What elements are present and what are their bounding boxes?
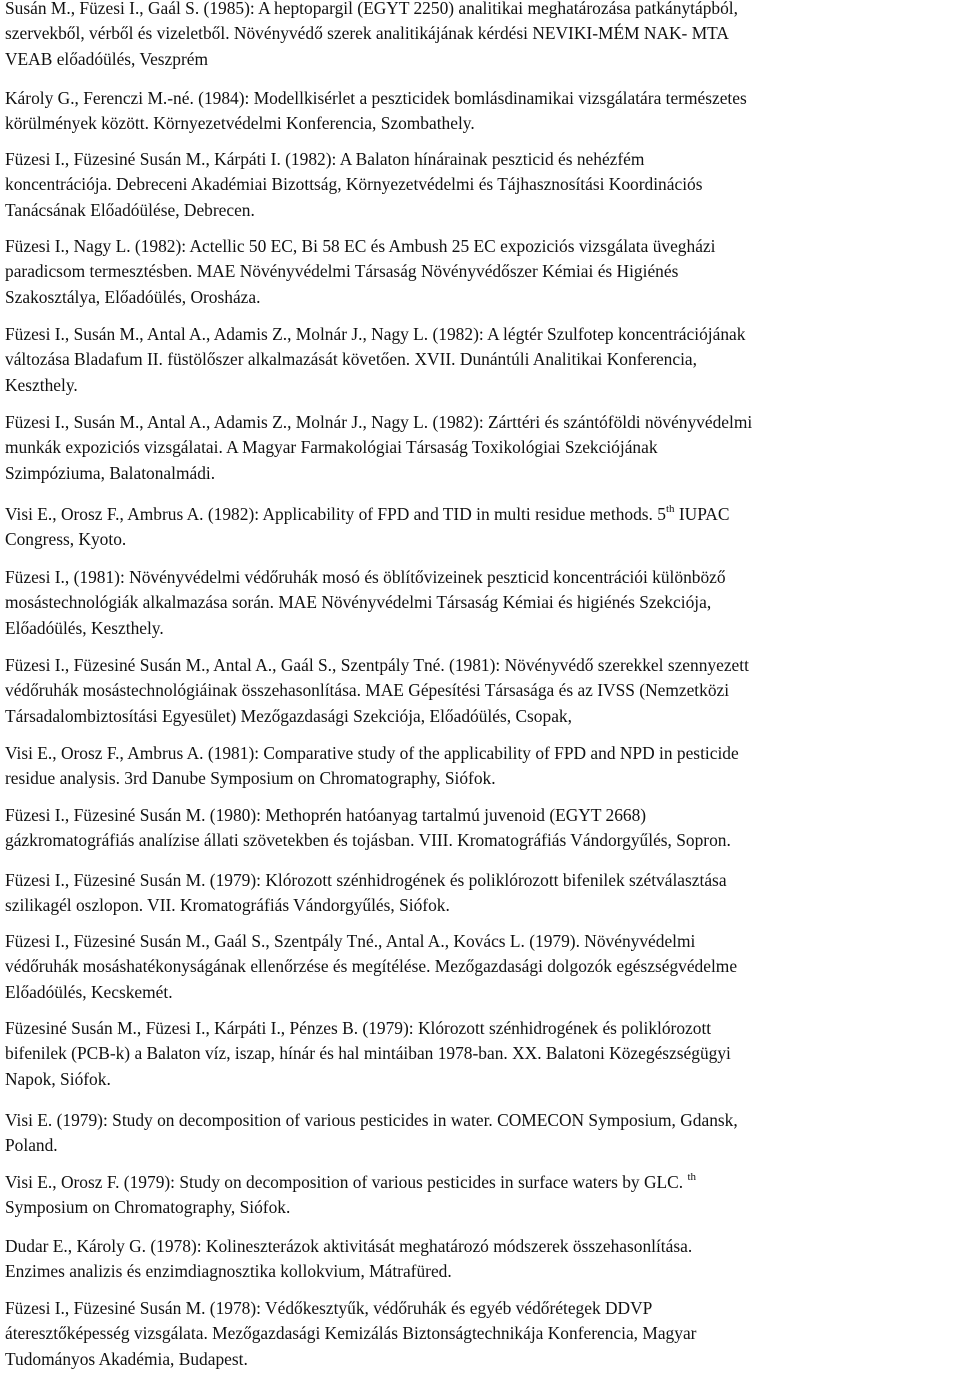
reference-line: Visi E., Orosz F., Ambrus A. (1981): Comparative study of the applicability of FPD and NPD in pesticide: [5, 743, 739, 763]
reference-line: bifenilek (PCB-k) a Balaton víz, iszap, hínár és hal mintáiban 1978-ban. XX. Balatoni Közegészségügyi: [5, 1043, 731, 1064]
reference-line: VEAB előadóülés, Veszprém: [5, 48, 209, 69]
reference-entry: [5, 0, 960, 72]
ordinal-superscript: th: [665, 503, 675, 516]
reference-line: Congress, Kyoto.: [5, 529, 127, 550]
reference-line: koncentrációja. Debreceni Akadémiai Bizottság, Környezetvédelmi és Tájhasznosítási Koordinációs: [5, 174, 703, 195]
reference-line: Susán M., Füzesi I., Gaál S. (1985): A heptopargil (EGYT 2250) analitikai meghatározása patkánytápból,: [5, 0, 738, 18]
reference-entry: [5, 234, 960, 310]
reference-line: Dudar E., Károly G. (1978): Kolineszterázok aktivitását meghatározó módszerek összehasonlítása.: [5, 1236, 693, 1256]
reference-line: Füzesi I., Susán M., Antal A., Adamis Z., Molnár J., Nagy L. (1982): A légtér Szulfotep koncentrációjának: [5, 324, 746, 344]
reference-text: Visi E., Orosz F., Ambrus A. (1982): Applicability of FPD and TID in multi residue methods. 5: [5, 504, 666, 524]
reference-line: Előadóülés, Kecskemét.: [5, 981, 173, 1002]
reference-line: Szimpóziuma, Balatonalmádi.: [5, 462, 216, 483]
reference-text: Visi E., Orosz F. (1979): Study on decomposition of various pesticides in surface waters by GLC.: [5, 1172, 688, 1192]
reference-entry: [5, 929, 960, 1005]
reference-entry: [5, 147, 960, 223]
reference-line: Füzesi I., Susán M., Antal A., Adamis Z., Molnár J., Nagy L. (1982): Zárttéri és szántóföldi növényvédelmi: [5, 412, 753, 432]
reference-line: paradicsom termesztésben. MAE Növényvédelmi Társaság Növényvédőszer Kémiai és Higiénés: [5, 261, 679, 282]
reference-line: Symposium on Chromatography, Siófok.: [5, 1197, 291, 1218]
reference-entry: [5, 653, 960, 729]
reference-line: körülmények között. Környezetvédelmi Konferencia, Szombathely.: [5, 113, 475, 134]
reference-line: Enzimes analizis és enzimdiagnosztika kollokvium, Mátrafüred.: [5, 1261, 452, 1282]
reference-line: Tanácsának Előadóülése, Debrecen.: [5, 199, 255, 220]
reference-entry: [5, 1234, 960, 1285]
reference-entry: [5, 1296, 960, 1372]
reference-line: Füzesi I., Füzesiné Susán M. (1979): Klórozott szénhidrogének és poliklórozott bifenilek szétválasztása: [5, 870, 727, 890]
reference-entry: [5, 565, 960, 641]
reference-entry: [5, 868, 960, 919]
reference-line: gázkromatográfiás analízise állati szövetekben és tojásban. VIII. Kromatográfiás Vándorgyűlés, Sopron.: [5, 830, 731, 851]
reference-line: változása Bladafum II. füstölőszer alkalmazását követően. XVII. Dunántúli Analitikai Konferencia,: [5, 349, 697, 370]
ordinal-superscript: th: [687, 1171, 697, 1184]
reference-line: védőruhák mosástechnológiáinak összehasonlítása. MAE Gépesítési Társasága és az IVSS (Nemzetközi: [5, 680, 730, 701]
reference-entry: [5, 741, 960, 792]
reference-entry: [5, 803, 960, 854]
reference-entry: [5, 1108, 960, 1159]
reference-line: szervekből, vérből és vizeletből. Növényvédő szerek analitikájának kérdési NEVIKI-MÉM NAK- MTA: [5, 23, 729, 44]
reference-line: Füzesiné Susán M., Füzesi I., Kárpáti I., Pénzes B. (1979): Klórozott szénhidrogének és poliklórozott: [5, 1018, 712, 1038]
reference-line: védőruhák mosáshatékonyságának ellenőrzése és megítélése. Mezőgazdasági dolgozók egészségvédelme: [5, 956, 738, 977]
reference-line: Füzesi I., Füzesiné Susán M., Antal A., Gaál S., Szentpály Tné. (1981): Növényvédő szerekkel szennyezett: [5, 655, 749, 675]
reference-entry: [5, 86, 960, 137]
reference-line: Társadalombiztosítási Egyesület) Mezőgazdasági Szekciója, Előadóülés, Csopak,: [5, 705, 572, 726]
reference-line: Füzesi I., Füzesiné Susán M. (1978): Védőkesztyűk, védőruhák és egyéb védőrétegek DDVP: [5, 1298, 653, 1318]
reference-line: Füzesi I., (1981): Növényvédelmi védőruhák mosó és öblítővizeinek peszticid koncentrációi különböző: [5, 567, 726, 587]
reference-entry: [5, 502, 960, 553]
reference-line: [5, 502, 960, 527]
reference-line: szilikagél oszlopon. VII. Kromatográfiás Vándorgyűlés, Siófok.: [5, 895, 450, 916]
reference-line: Füzesi I., Nagy L. (1982): Actellic 50 EC, Bi 58 EC és Ambush 25 EC expoziciós vizsgálata üvegházi: [5, 236, 716, 256]
reference-entry: [5, 1170, 960, 1221]
reference-entry: [5, 1016, 960, 1092]
reference-line: residue analysis. 3rd Danube Symposium on Chromatography, Siófok.: [5, 768, 496, 789]
reference-line: Füzesi I., Füzesiné Susán M. (1980): Methoprén hatóanyag tartalmú juvenoid (EGYT 2668): [5, 805, 647, 825]
reference-line: Károly G., Ferenczi M.-né. (1984): Modellkisérlet a peszticidek bomlásdinamikai vizsgálatára természetes: [5, 88, 747, 108]
reference-line: Visi E. (1979): Study on decomposition of various pesticides in water. COMECON Symposium, Gdansk,: [5, 1110, 738, 1130]
reference-line: Füzesi I., Füzesiné Susán M., Kárpáti I. (1982): A Balaton hínárainak peszticid és nehézfém: [5, 149, 645, 169]
reference-line: Szakosztálya, Előadóülés, Orosháza.: [5, 286, 261, 307]
reference-line: Füzesi I., Füzesiné Susán M., Gaál S., Szentpály Tné., Antal A., Kovács L. (1979). Növényvédelmi: [5, 931, 696, 951]
reference-line: munkák expoziciós vizsgálatai. A Magyar Farmakológiai Társaság Toxikológiai Szekciójának: [5, 437, 658, 458]
reference-line: Poland.: [5, 1135, 58, 1156]
reference-entry: [5, 322, 960, 398]
reference-text: IUPAC: [674, 504, 730, 524]
reference-line: Napok, Siófok.: [5, 1068, 111, 1089]
reference-line: áteresztőképesség vizsgálata. Mezőgazdasági Kemizálás Biztonságtechnikája Konferencia, Magyar: [5, 1323, 697, 1344]
reference-line: Előadóülés, Keszthely.: [5, 617, 164, 638]
reference-line: Tudományos Akadémia, Budapest.: [5, 1348, 248, 1369]
reference-line: Keszthely.: [5, 374, 78, 395]
reference-line: [5, 1170, 960, 1195]
reference-entry: [5, 410, 960, 486]
reference-line: mosástechnológiák alkalmazása során. MAE Növényvédelmi Társaság Kémiai és higiénés Szekciója,: [5, 592, 712, 613]
